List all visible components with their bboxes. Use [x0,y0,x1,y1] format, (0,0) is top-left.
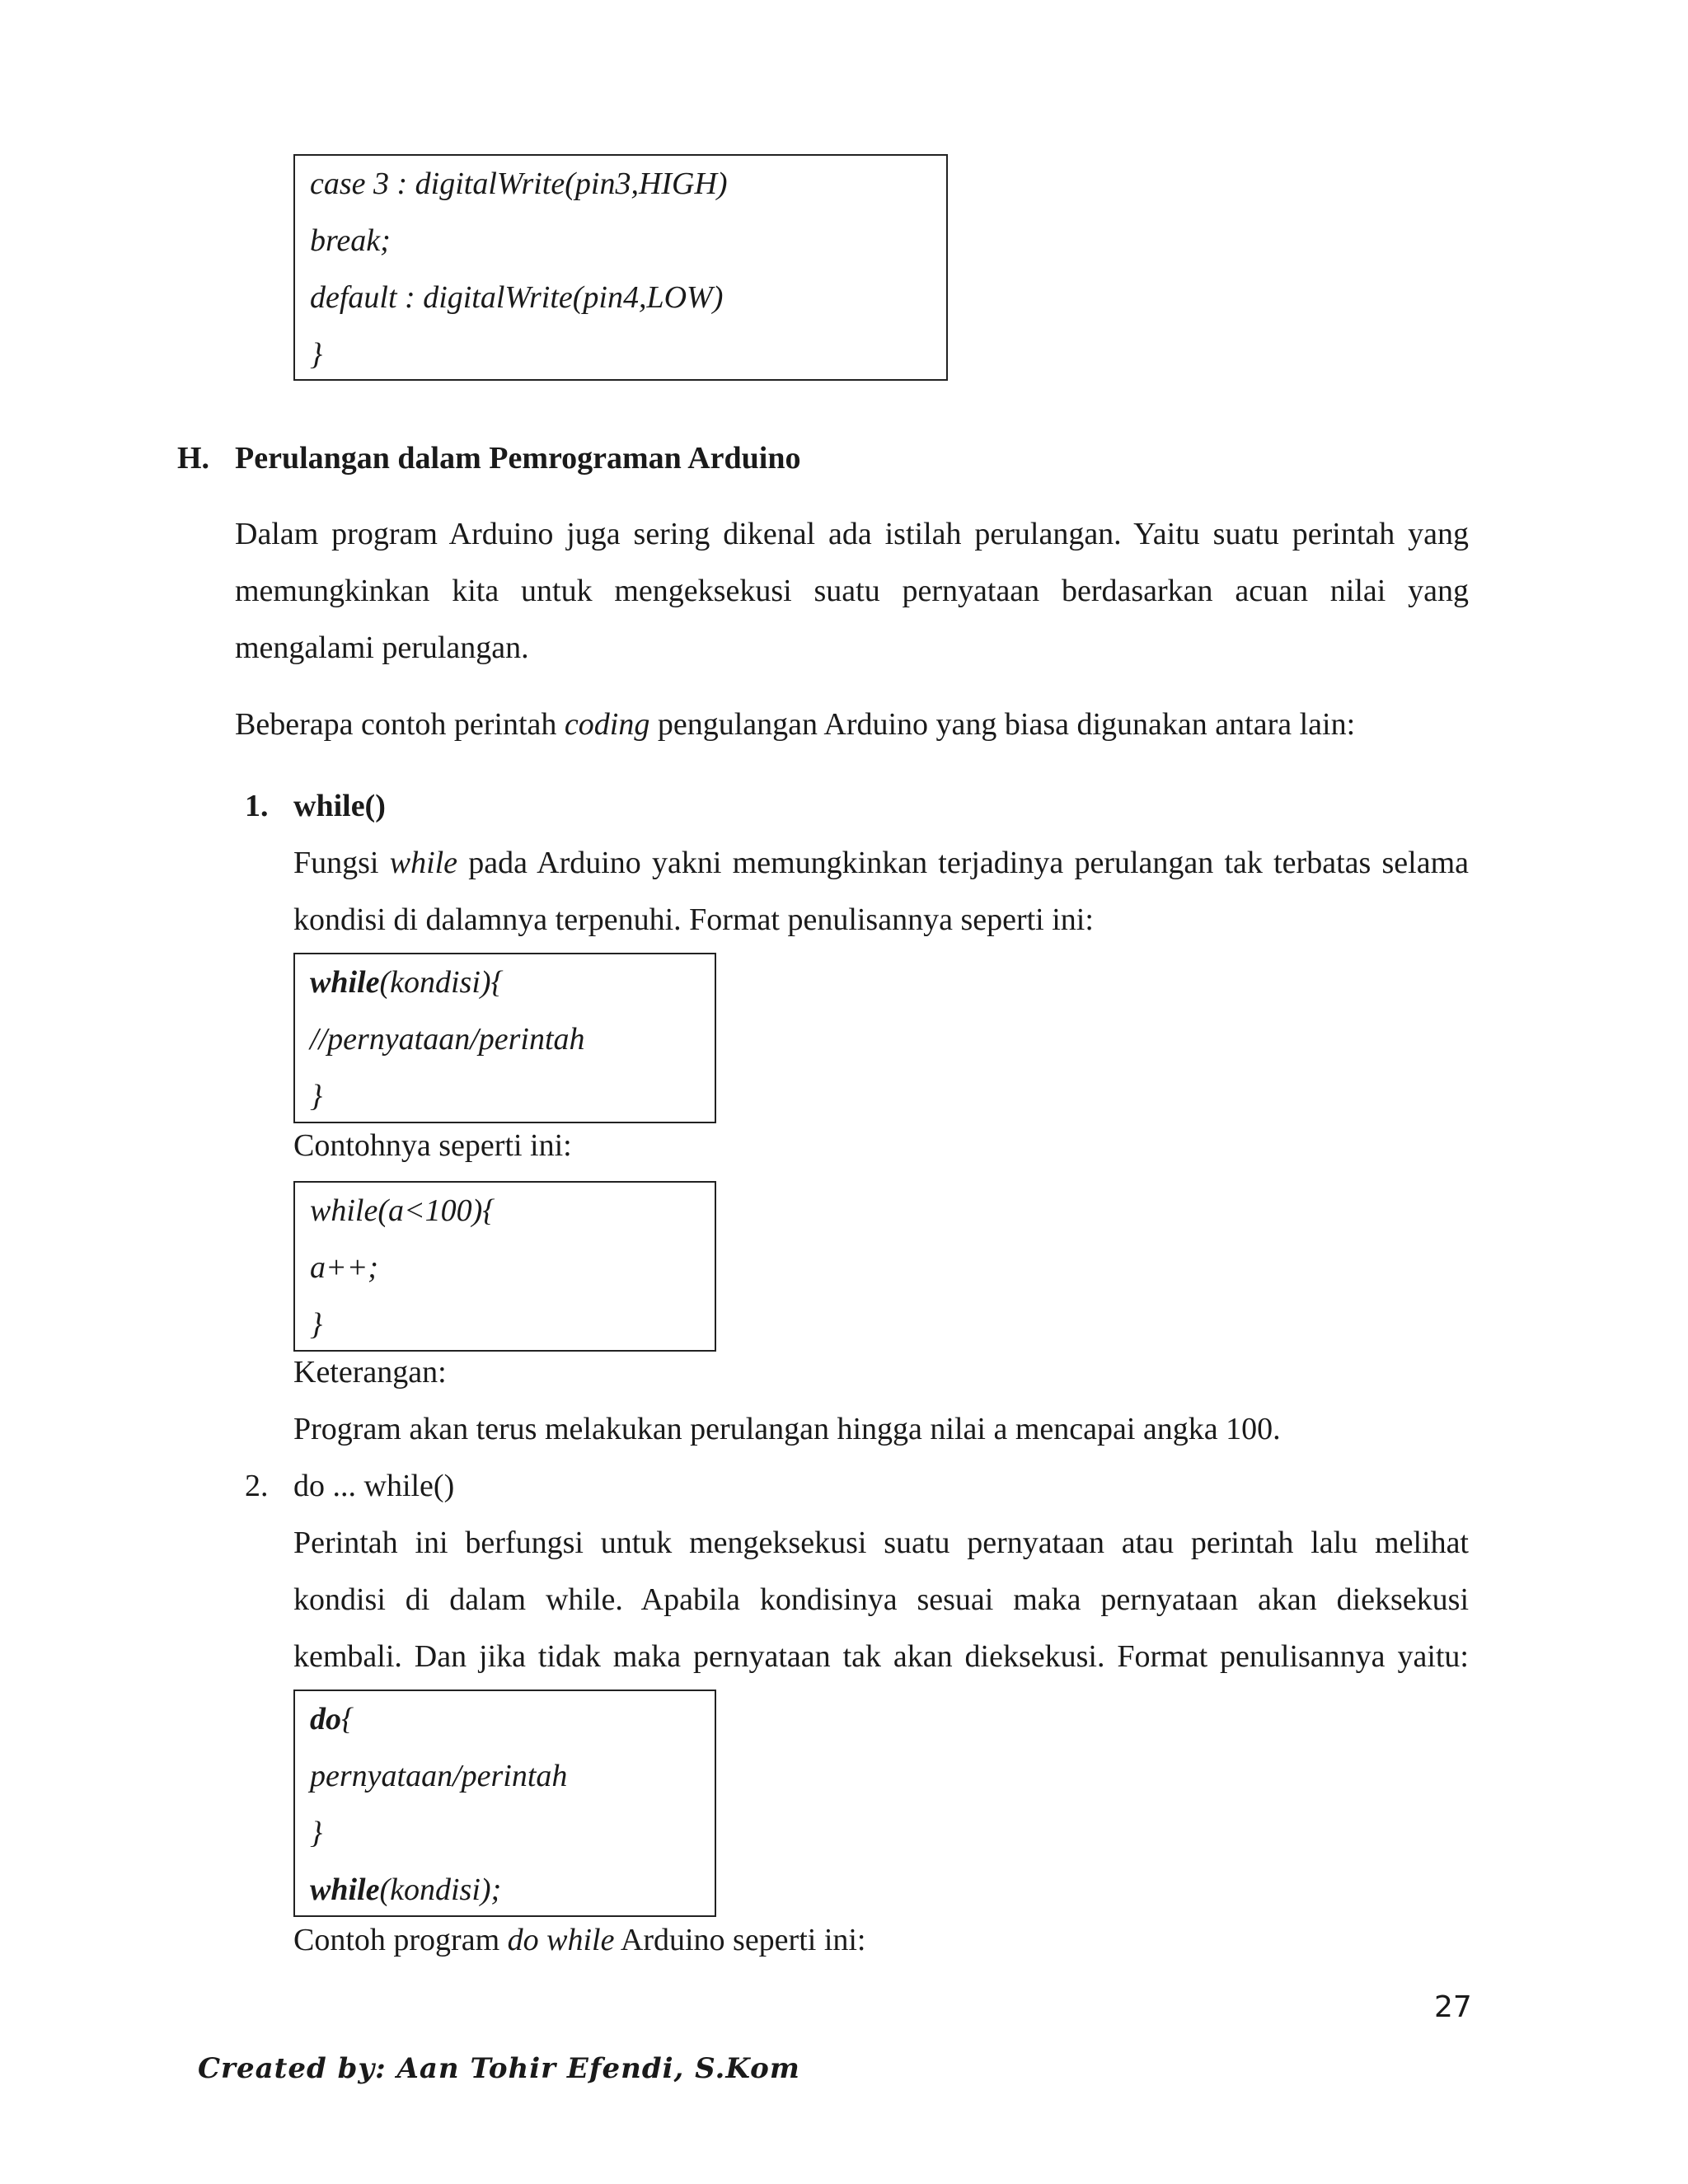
while-example-label: Contohnya seperti ini: [293,1128,572,1163]
code-line: a++; [310,1250,378,1285]
item-title-while: while() [293,789,386,823]
section-title: Perulangan dalam Pemrograman Arduino [235,441,801,476]
code-box-while-example [293,1181,716,1352]
item-title-do-while: do ... while() [293,1469,455,1503]
while-description [293,835,1469,949]
code-line: while(kondisi){ [310,965,504,1000]
paragraph-line: kondisi di dalam while. Apabila kondisinya sesuai maka pernyataan akan dieksekusi [293,1582,1469,1617]
do-while-description [293,1515,1469,1685]
code-line: //pernyataan/perintah [310,1022,585,1057]
item-number-1: 1. [245,789,269,823]
code-line: } [310,1816,323,1850]
intro-paragraph [235,506,1469,677]
paragraph-line: Fungsi while pada Arduino yakni memungkinkan terjadinya perulangan tak terbatas selama [293,846,1470,880]
code-line: case 3 : digitalWrite(pin3,HIGH) [310,166,728,201]
code-line: do{ [310,1702,354,1736]
code-box-switch-end [293,154,948,381]
do-while-example-sentence: Contoh program do while Arduino seperti ini: [293,1923,866,1957]
item-number-2: 2. [245,1469,269,1503]
section-letter: H. [177,441,210,476]
paragraph-line: mengalami perulangan. [235,630,529,665]
code-line: while(kondisi); [310,1872,502,1907]
code-line: break; [310,223,391,258]
page-number: 27 [1434,1990,1472,2024]
paragraph-line: Perintah ini berfungsi untuk mengeksekusi suatu pernyataan atau perintah lalu melihat [293,1526,1469,1560]
code-line: while(a<100){ [310,1193,495,1228]
paragraph-line: memungkinkan kita untuk mengeksekusi suatu pernyataan berdasarkan acuan nilai yang [235,574,1469,608]
while-note-text: Program akan terus melakukan perulangan hingga nilai a mencapai angka 100. [293,1412,1281,1446]
code-line: pernyataan/perintah [310,1759,568,1793]
author-footer: Created by: Aan Tohir Efendi, S.Kom [198,2052,800,2085]
paragraph-line: Dalam program Arduino juga sering dikenal ada istilah perulangan. Yaitu suatu perintah yang [235,517,1469,551]
code-line: } [310,1307,323,1342]
code-box-while-format [293,953,716,1123]
code-line: } [310,337,323,372]
code-box-do-while-format [293,1690,716,1917]
code-line: default : digitalWrite(pin4,LOW) [310,280,724,315]
code-line: } [310,1079,323,1113]
paragraph-line: kondisi di dalamnya terpenuhi. Format penulisannya seperti ini: [293,902,1094,937]
examples-sentence: Beberapa contoh perintah coding pengulangan Arduino yang biasa digunakan antara lain: [235,707,1356,742]
paragraph-line: kembali. Dan jika tidak maka pernyataan tak akan dieksekusi. Format penulisannya yaitu: [293,1639,1469,1674]
while-note-label: Keterangan: [293,1355,447,1390]
